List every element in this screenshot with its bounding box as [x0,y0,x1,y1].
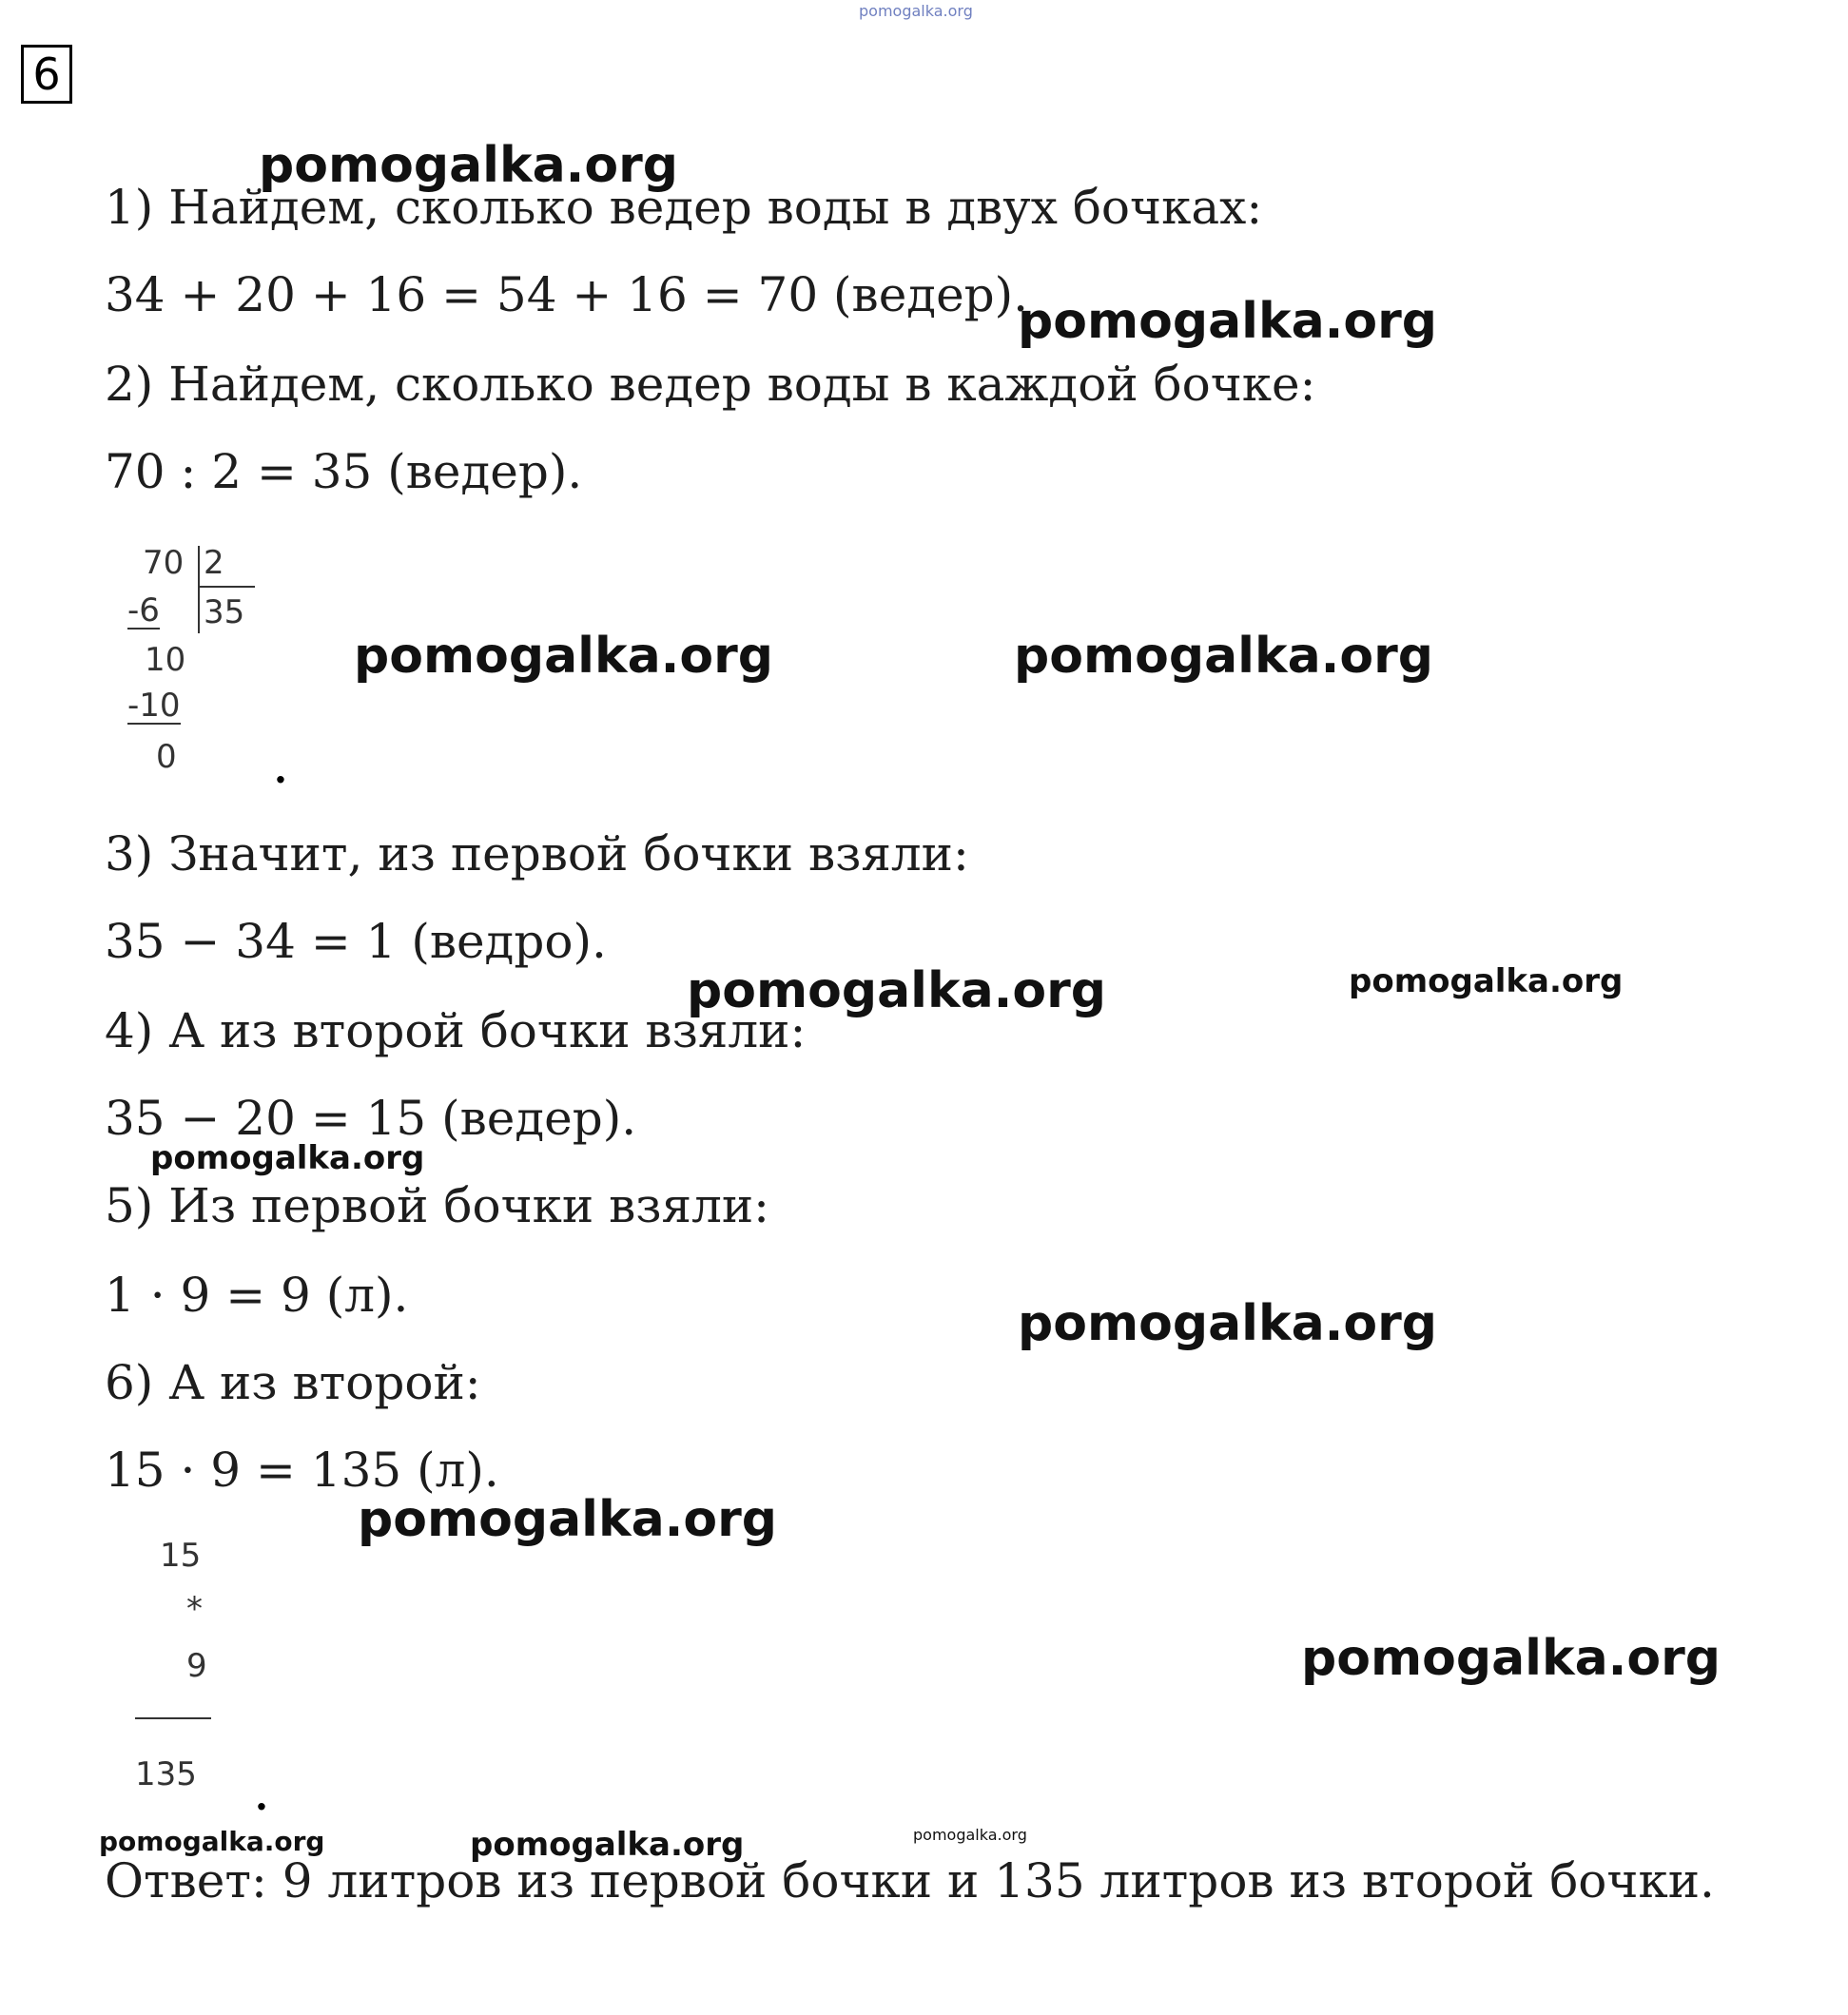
watermark: pomogalka.org [1018,293,1438,350]
step-3-calc: 35 − 34 = 1 (ведро). [105,914,607,969]
watermark: pomogalka.org [99,1826,325,1857]
step-1-text: 1) Найдем, сколько ведер воды в двух бочках: [105,180,1263,235]
step-3-text: 3) Значит, из первой бочки взяли: [105,826,969,882]
watermark: pomogalka.org [687,962,1107,1019]
step-5-calc: 1 · 9 = 9 (л). [105,1268,409,1323]
multiplication-operator: * [186,1590,203,1628]
watermark: pomogalka.org [358,1491,778,1548]
division-divisor: 2 [204,544,224,582]
multiplication-result: 135 [135,1755,197,1793]
header-watermark: pomogalka.org [859,2,973,20]
step-5-text: 5) Из первой бочки взяли: [105,1178,769,1233]
watermark: pomogalka.org [1301,1630,1722,1687]
step-4-calc: 35 − 20 = 15 (ведер). [105,1091,637,1146]
step-4-text: 4) А из второй бочки взяли: [105,1003,807,1058]
step-6-text: 6) А из второй: [105,1355,481,1410]
step-6-calc: 15 · 9 = 135 (л). [105,1443,499,1498]
watermark: pomogalka.org [1018,1295,1438,1352]
division-dot: . [274,747,287,792]
division-quotient: 35 [204,593,245,631]
multiplication-result-bar [135,1717,211,1719]
answer-text: Ответ: 9 литров из первой бочки и 135 литров из второй бочки. [105,1853,1715,1908]
watermark: pomogalka.org [913,1826,1027,1844]
division-dividend: 70 [143,544,185,582]
watermark: pomogalka.org [259,137,679,194]
division-remainder-1: 10 [145,641,186,679]
multiplication-factor-b: 9 [186,1647,207,1685]
watermark: pomogalka.org [1014,628,1434,685]
division-vertical-bar [198,546,200,633]
step-1-calc: 34 + 20 + 16 = 54 + 16 = 70 (ведер). [105,267,1029,322]
division-subtract-1: -6 [127,591,160,630]
step-2-text: 2) Найдем, сколько ведер воды в каждой бочке: [105,357,1316,412]
division-quotient-bar [198,586,255,588]
watermark: pomogalka.org [354,628,774,685]
task-number: 6 [21,45,72,104]
watermark: pomogalka.org [150,1139,425,1177]
division-result: 0 [156,738,177,776]
step-2-calc: 70 : 2 = 35 (ведер). [105,444,583,499]
division-subtract-2: -10 [127,687,181,725]
watermark: pomogalka.org [470,1826,745,1864]
multiplication-dot: . [255,1774,268,1819]
multiplication-factor-a: 15 [160,1537,202,1575]
watermark: pomogalka.org [1349,962,1624,1000]
